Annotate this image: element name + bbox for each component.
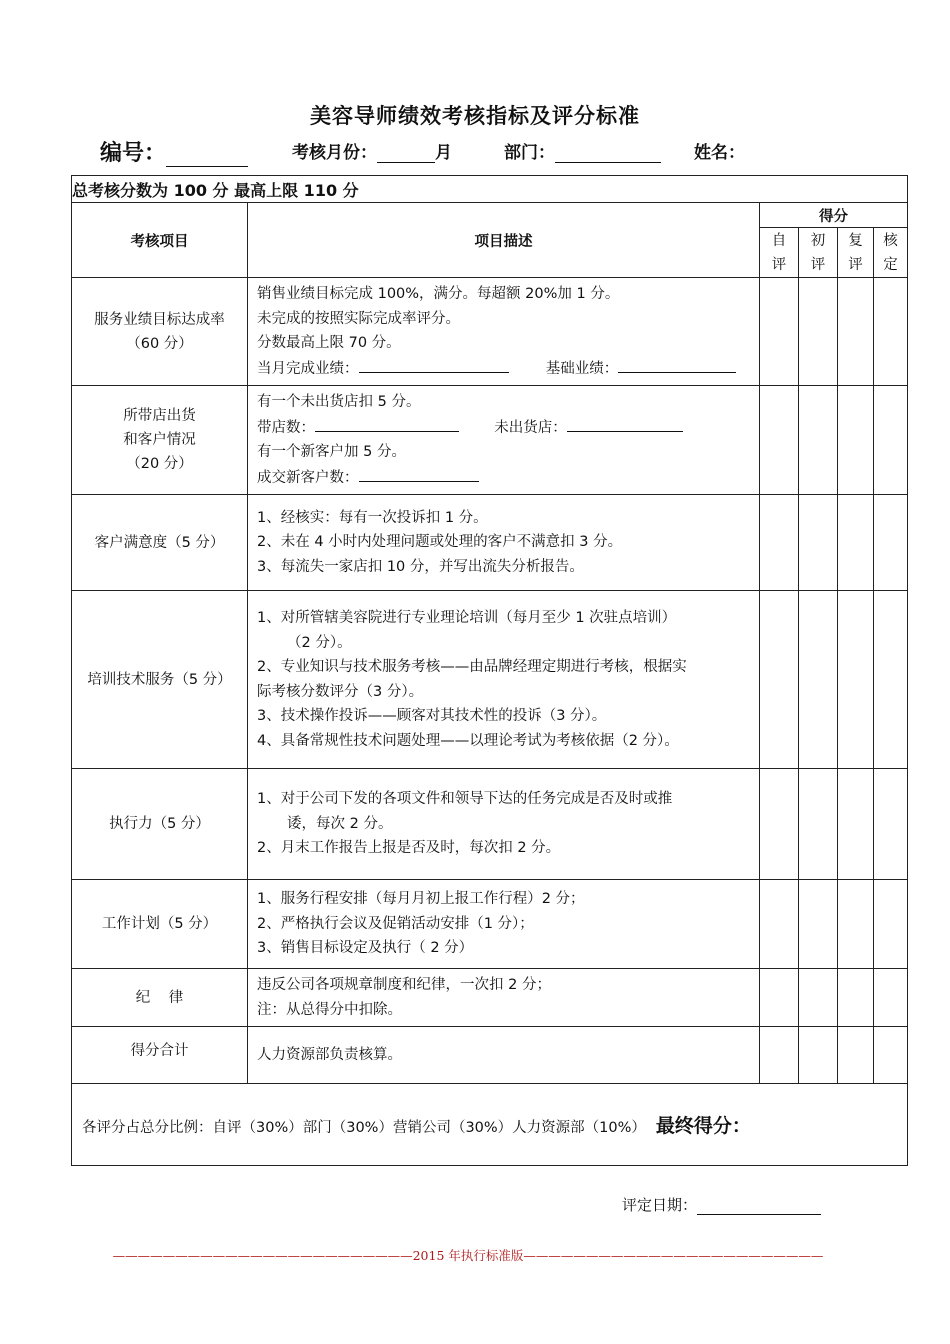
ratio-text: 各评分占总分比例：自评（30%）部门（30%）营销公司（30%）人力资源部（10%） — [82, 1120, 646, 1136]
description-column-header: 项目描述 — [248, 203, 760, 278]
header-row — [72, 203, 908, 228]
self-score-cell[interactable] — [760, 278, 799, 386]
self-eval-header: 自 评 — [760, 228, 799, 278]
review-score-cell[interactable] — [838, 969, 874, 1027]
department-field[interactable] — [504, 138, 661, 163]
item-cell: 工作计划（5 分） — [72, 880, 248, 969]
initial-score-cell[interactable] — [799, 969, 838, 1027]
table-row — [72, 969, 908, 1027]
total-score-text: 总考核分数为 100 分 最高上限 110 分 — [72, 176, 908, 203]
department-blank[interactable] — [555, 144, 661, 163]
table-row — [72, 1027, 908, 1084]
self-score-cell[interactable] — [760, 1027, 799, 1084]
initial-score-cell[interactable] — [799, 591, 838, 769]
base-sales-blank[interactable] — [618, 356, 736, 373]
table-row — [72, 278, 908, 386]
number-field[interactable] — [100, 136, 248, 167]
initial-score-cell[interactable] — [799, 880, 838, 969]
department-label: 部门： — [504, 143, 555, 163]
verify-score-cell[interactable] — [874, 495, 908, 591]
self-score-cell[interactable] — [760, 386, 799, 495]
name-field[interactable] — [694, 138, 745, 163]
initial-score-cell[interactable] — [799, 769, 838, 880]
description-cell: 有一个未出货店扣 5 分。 带店数： 未出货店： 有一个新客户加 5 分。 成交新客户数： — [248, 386, 760, 495]
item-cell: 纪 律 — [72, 969, 248, 1027]
self-score-cell[interactable] — [760, 880, 799, 969]
verify-score-cell[interactable] — [874, 386, 908, 495]
initial-score-cell[interactable] — [799, 1027, 838, 1084]
no-shipment-blank[interactable] — [567, 415, 683, 432]
number-label: 编号： — [100, 141, 167, 166]
self-score-cell[interactable] — [760, 969, 799, 1027]
description-cell: 销售业绩目标完成 100%，满分。每超额 20%加 1 分。 未完成的按照实际完成率评分。 分数最高上限 70 分。 当月完成业绩： 基础业绩： — [248, 278, 760, 386]
description-cell: 违反公司各项规章制度和纪律，一次扣 2 分； 注：从总得分中扣除。 — [248, 969, 760, 1027]
store-count-blank[interactable] — [315, 415, 459, 432]
verify-score-cell[interactable] — [874, 1027, 908, 1084]
item-cell: 客户满意度（5 分） — [72, 495, 248, 591]
final-score-label: 最终得分： — [655, 1115, 751, 1137]
month-blank[interactable] — [377, 144, 435, 163]
review-score-cell[interactable] — [838, 278, 874, 386]
self-score-cell[interactable] — [760, 769, 799, 880]
table-row — [72, 769, 908, 880]
evaluation-date-label: 评定日期： — [622, 1196, 698, 1214]
description-cell: 1、服务行程安排（每月月初上报工作行程）2 分； 2、严格执行会议及促销活动安排（1 分）； 3、销售目标设定及执行（ 2 分） — [248, 880, 760, 969]
review-score-cell[interactable] — [838, 495, 874, 591]
review-eval-header: 复 评 — [838, 228, 874, 278]
month-suffix: 月 — [435, 143, 452, 163]
initial-score-cell[interactable] — [799, 278, 838, 386]
ratio-row — [72, 1084, 908, 1166]
new-customer-blank[interactable] — [359, 465, 479, 482]
initial-eval-header: 初 评 — [799, 228, 838, 278]
item-cell: 培训技术服务（5 分） — [72, 591, 248, 769]
review-score-cell[interactable] — [838, 769, 874, 880]
current-sales-blank[interactable] — [359, 356, 509, 373]
self-score-cell[interactable] — [760, 495, 799, 591]
base-sales-label: 基础业绩： — [545, 360, 619, 377]
initial-score-cell[interactable] — [799, 495, 838, 591]
description-cell: 人力资源部负责核算。 — [248, 1027, 760, 1084]
current-sales-label: 当月完成业绩： — [257, 360, 359, 377]
item-cell: 得分合计 — [72, 1027, 248, 1084]
description-cell: 1、对于公司下发的各项文件和领导下达的任务完成是否及时或推 诿，每次 2 分。 2、月末工作报告上报是否及时，每次扣 2 分。 — [248, 769, 760, 880]
review-score-cell[interactable] — [838, 386, 874, 495]
name-label: 姓名： — [694, 143, 745, 163]
footer-version: ————————————————————————2015 年执行标准版———————————————————————— — [112, 1248, 824, 1263]
verify-score-cell[interactable] — [874, 769, 908, 880]
initial-score-cell[interactable] — [799, 386, 838, 495]
self-score-cell[interactable] — [760, 591, 799, 769]
item-column-header: 考核项目 — [72, 203, 248, 278]
ratio-cell — [72, 1084, 908, 1166]
review-score-cell[interactable] — [838, 591, 874, 769]
item-cell: 所带店出货 和客户情况 （20 分） — [72, 386, 248, 495]
description-cell: 1、对所管辖美容院进行专业理论培训（每月至少 1 次驻点培训） （2 分）。 2、专业知识与技术服务考核——由品牌经理定期进行考核，根据实 际考核分数评分（3 分）。 3、技术操作投诉——顾客对其技术性的投诉（3 分）。 4、具备常规性技术问题处理——以理论考试为考核依据（2 分）。 — [248, 591, 760, 769]
item-cell: 执行力（5 分） — [72, 769, 248, 880]
item-cell: 服务业绩目标达成率 （60 分） — [72, 278, 248, 386]
table-row — [72, 495, 908, 591]
verify-eval-header: 核 定 — [874, 228, 908, 278]
verify-score-cell[interactable] — [874, 591, 908, 769]
review-score-cell[interactable] — [838, 880, 874, 969]
verify-score-cell[interactable] — [874, 969, 908, 1027]
assessment-table — [71, 175, 908, 1166]
evaluation-date-field[interactable] — [622, 1194, 821, 1215]
month-field[interactable] — [292, 138, 452, 163]
number-blank[interactable] — [166, 148, 248, 167]
description-cell: 1、经核实：每有一次投诉扣 1 分。 2、未在 4 小时内处理问题或处理的客户不满意扣 3 分。 3、每流失一家店扣 10 分，并写出流失分析报告。 — [248, 495, 760, 591]
verify-score-cell[interactable] — [874, 278, 908, 386]
table-row — [72, 880, 908, 969]
month-label: 考核月份： — [292, 143, 377, 163]
table-row — [72, 591, 908, 769]
review-score-cell[interactable] — [838, 1027, 874, 1084]
total-score-row — [72, 176, 908, 203]
table-row — [72, 386, 908, 495]
page-title: 美容导师绩效考核指标及评分标准 — [310, 104, 640, 128]
no-shipment-label: 未出货店： — [494, 419, 567, 436]
evaluation-date-blank[interactable] — [697, 1198, 821, 1215]
store-count-label: 带店数： — [257, 419, 315, 436]
score-column-header: 得分 — [760, 203, 908, 228]
new-customer-label: 成交新客户数： — [257, 469, 359, 486]
verify-score-cell[interactable] — [874, 880, 908, 969]
